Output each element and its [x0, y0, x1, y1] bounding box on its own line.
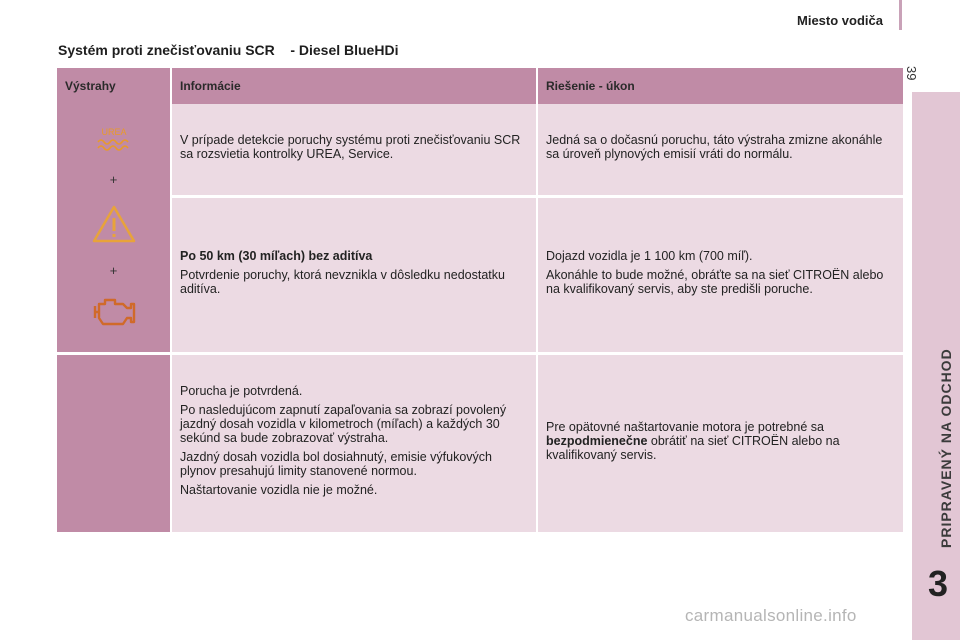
warning-icons-cell-empty: [57, 353, 171, 533]
warning-triangle-icon: [57, 203, 170, 248]
info-cell: [171, 104, 537, 196]
plus-sign: +: [109, 172, 118, 188]
page-number: 39: [904, 66, 919, 81]
warnings-table: [57, 68, 903, 535]
plus-sign: +: [109, 263, 118, 279]
chapter-number: 3: [928, 563, 949, 604]
engine-check-icon: [57, 294, 170, 331]
info-bold-heading: Po 50 km (30 míľach) bez aditíva: [180, 248, 373, 263]
chapter-title: PRIPRAVENÝ NA ODCHOD: [938, 348, 954, 548]
info-cell: [171, 353, 537, 533]
solution-text: Akonáhle to bude možné, obráťte sa na sieť CITROËN alebo na kvalifikovaný servis, aby ste predišli poruche.: [546, 267, 884, 296]
solution-cell: [537, 196, 903, 353]
solution-cell: [537, 104, 903, 196]
urea-icon-label: UREA: [100, 127, 127, 138]
watermark: carmanualsonline.info: [685, 606, 857, 625]
column-header-information: Informácie: [171, 68, 537, 104]
header-rule: [899, 0, 902, 30]
solution-text: Jedná sa o dočasnú poruchu, táto výstraha zmizne akonáhle sa úroveň plynových emisií vráti do normálu.: [546, 132, 883, 161]
solution-text-before: Pre opätovné naštartovanie motora je potrebné sa: [546, 419, 824, 434]
info-text: Potvrdenie poruchy, ktorá nevznikla v dôsledku nedostatku aditíva.: [180, 267, 505, 296]
column-header-solution: Riešenie - úkon: [537, 68, 903, 104]
solution-text: [546, 420, 895, 462]
table-row: [57, 104, 903, 196]
info-text: V prípade detekcie poruchy systému proti znečisťovaniu SCR sa rozsvietia kontrolky UREA, Service.: [180, 132, 521, 161]
info-cell: [171, 196, 537, 353]
page-header-title: Miesto vodiča: [797, 13, 883, 28]
urea-warning-icon: [57, 124, 170, 157]
info-text: Naštartovanie vozidla nie je možné.: [180, 483, 378, 497]
solution-text: Dojazd vozidla je 1 100 km (700 míľ).: [546, 248, 753, 263]
solution-text-bold: bezpodmienečne: [546, 433, 648, 448]
solution-text-after: obrátiť na sieť CITROËN alebo na kvalifikovaný servis.: [546, 433, 840, 462]
info-text: Porucha je potvrdená.: [180, 384, 303, 398]
table-row: [57, 196, 903, 353]
warning-icons-cell: [57, 104, 171, 353]
table-header-row: [57, 68, 903, 104]
table-row: [57, 353, 903, 533]
info-text: Jazdný dosah vozidla bol dosiahnutý, emisie výfukových plynov presahujú limity stanovené normou.: [180, 450, 492, 478]
solution-cell: [537, 353, 903, 533]
column-header-warnings: Výstrahy: [57, 68, 171, 104]
info-text: Po nasledujúcom zapnutí zapaľovania sa zobrazí povolený jazdný dosah vozidla v kilometroch (míľach) a každých 30 sekúnd sa bude zobrazovať výstraha.: [180, 403, 507, 445]
section-title: Systém proti znečisťovaniu SCR - Diesel BlueHDi: [58, 42, 399, 58]
